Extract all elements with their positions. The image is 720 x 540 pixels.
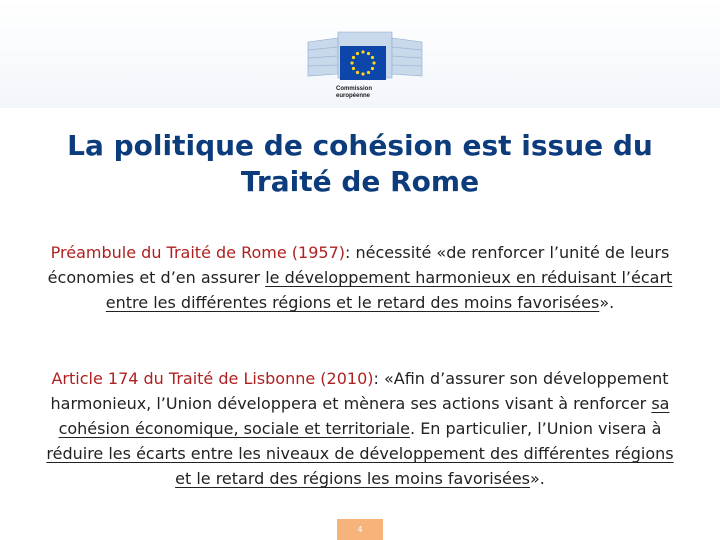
slide-title-line2: Traité de Rome (240, 165, 480, 198)
logo-text-line1: Commission (336, 86, 373, 92)
slide-title-line1: La politique de cohésion est issue du (67, 129, 653, 162)
paragraph1-text-before: : nécessité «de renforcer l’unité de leurs économies et d’en assurer (47, 243, 670, 287)
paragraph-lisbon-treaty (42, 366, 678, 491)
paragraph2-text-before: : «Afin d’assurer son développement harmonieux, l’Union développera et mènera ses actions visant à renforcer (50, 369, 669, 413)
paragraph2-text-middle: . En particulier, l’Union visera à (410, 419, 662, 438)
source-rome-treaty: Préambule du Traité de Rome (1957) (50, 243, 345, 262)
paragraph2-underlined-disparities: réduire les écarts entre les niveaux de développement des différentes régions et le retard des régions les moins favorisées (46, 444, 674, 488)
paragraph2-underlined-cohesion: sa cohésion économique, sociale et territoriale (58, 394, 670, 438)
logo-text-line2: européenne (336, 93, 371, 99)
slide-title (40, 128, 680, 200)
paragraph1-text-after: ». (599, 293, 615, 312)
source-lisbon-treaty: Article 174 du Traité de Lisbonne (2010) (51, 369, 374, 388)
paragraph1-underlined: le développement harmonieux en réduisant l’écart entre les différentes régions et le retard des moins favorisées (105, 268, 673, 312)
paragraph2-text-after: ». (530, 469, 545, 488)
paragraph-rome-treaty (42, 240, 678, 315)
page-number-badge: 4 (337, 519, 383, 540)
european-commission-logo (300, 12, 430, 110)
